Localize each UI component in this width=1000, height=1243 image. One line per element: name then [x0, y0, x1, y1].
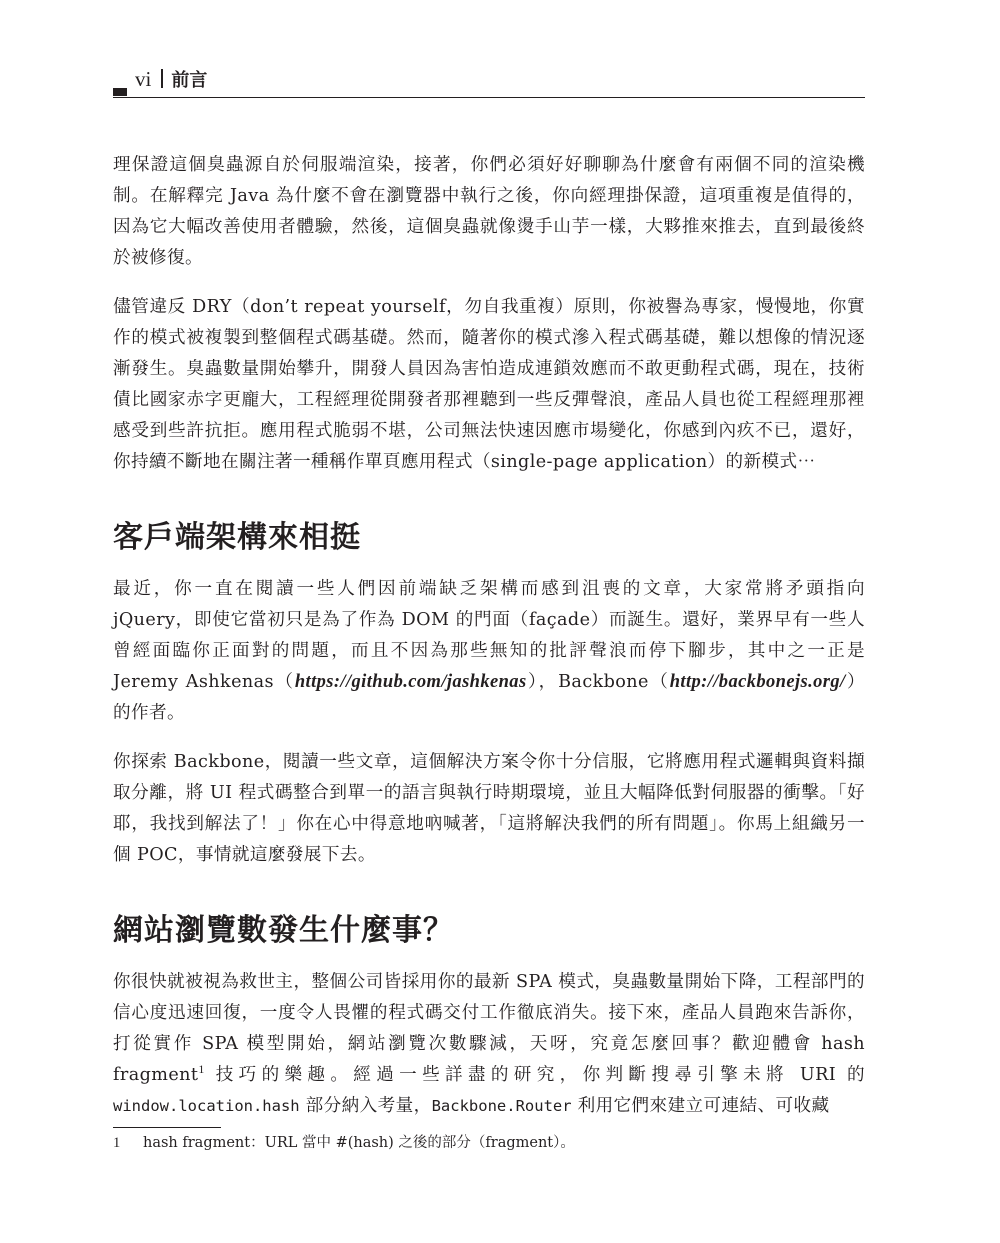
chapter-title: 前言 — [171, 70, 208, 91]
section-heading-client-architecture: 客戶端架構來相挺 — [113, 520, 361, 555]
page-number: vi — [135, 67, 152, 91]
section-heading-page-views: 網站瀏覽數發生什麼事？ — [113, 913, 454, 948]
code-window-location-hash: window.location.hash — [113, 1097, 300, 1115]
code-backbone-router: Backbone.Router — [431, 1097, 572, 1115]
header-text — [135, 66, 207, 94]
paragraph-3 — [113, 574, 865, 729]
footnote-divider — [113, 1127, 221, 1128]
paragraph-5-text-d: 利用它們來建立可連結、可收藏 — [571, 1096, 830, 1116]
header-marker — [113, 88, 127, 96]
header-separator — [161, 69, 163, 88]
paragraph-5-text-b: 技巧的樂趣。經過一些詳盡的研究，你判斷搜尋引擎未將 URI 的 — [204, 1065, 865, 1085]
footnote-number: 1 — [113, 1135, 121, 1151]
page-body — [113, 150, 865, 1140]
paragraph-2: 儘管違反 DRY（don’t repeat yourself，勿自我重複）原則，你被譽為專家，慢慢地，你實作的模式被複製到整個程式碼基礎。然而，隨著你的模式滲入程式碼基礎，難以想像的情況逐漸發生。臭蟲數量開始攀升，開發人員因為害怕造成連鎖效應而不敢更動程式碼，現在，技術債比國家赤字更龐大，工程經理從開發者那裡聽到一些反彈聲浪，產品人員也從工程經理那裡感受到些許抗拒。應用程式脆弱不堪，公司無法快速因應市場變化，你感到內疚不已，還好，你持續不斷地在關注著一種稱作單頁應用程式（single-page application）的新模式⋯ — [113, 297, 865, 472]
footnote — [113, 1133, 865, 1153]
paragraph-3-text-b: ），Backbone（ — [526, 672, 670, 692]
paragraph-3-text-c: ）的作者。 — [113, 672, 866, 723]
paragraph-4: 你探索 Backbone，閱讀一些文章，這個解決方案令你十分信服，它將應用程式邏輯與資料擷取分離，將 UI 程式碼整合到單一的語言與執行時期環境，並且大幅降低對伺服器的衝擊。「好耶，我找到解法了！」你在心中得意地吶喊著，「這將解決我們的所有問題」。你馬上組織另一個 POC，事情就這麼發展下去。 — [113, 752, 865, 865]
footnote-text: hash fragment：URL 當中 #(hash) 之後的部分（fragment）。 — [143, 1135, 575, 1151]
running-header — [113, 64, 865, 98]
paragraph-5-text-a: 你很快就被視為救世主，整個公司皆採用你的最新 SPA 模式，臭蟲數量開始下降，工程部門的信心度迅速回復，一度令人畏懼的程式碼交付工作徹底消失。接下來，產品人員跑來告訴你，打從實作 SPA 模型開始，網站瀏覽次數驟減，天呀，究竟怎麼回事？歡迎體會 hash fragment — [113, 972, 865, 1085]
footnote-reference[interactable]: 1 — [198, 1062, 205, 1077]
link-backbonejs[interactable]: http://backbonejs.org/ — [669, 672, 846, 692]
paragraph-1: 理保證這個臭蟲源自於伺服端渲染，接著，你們必須好好聊聊為什麼會有兩個不同的渲染機制。在解釋完 Java 為什麼不會在瀏覽器中執行之後，你向經理掛保證，這項重複是值得的，因為它大幅改善使用者體驗，然後，這個臭蟲就像燙手山芋一樣，大夥推來推去，直到最後終於被修復。 — [113, 155, 865, 268]
paragraph-5-text-c: 部分納入考量， — [299, 1096, 432, 1116]
link-github-jashkenas[interactable]: https://github.com/jashkenas — [294, 672, 527, 692]
paragraph-3-text-a: 最近，你一直在閱讀一些人們因前端缺乏架構而感到沮喪的文章，大家常將矛頭指向 jQuery，即使它當初只是為了作為 DOM 的門面（façade）而誕生。還好，業界早有一些人曾經面臨你正面對的問題，而且不因為那些無知的批評聲浪而停下腳步，其中之一正是 Jeremy Ashkenas（ — [113, 579, 865, 692]
paragraph-5 — [113, 967, 865, 1122]
